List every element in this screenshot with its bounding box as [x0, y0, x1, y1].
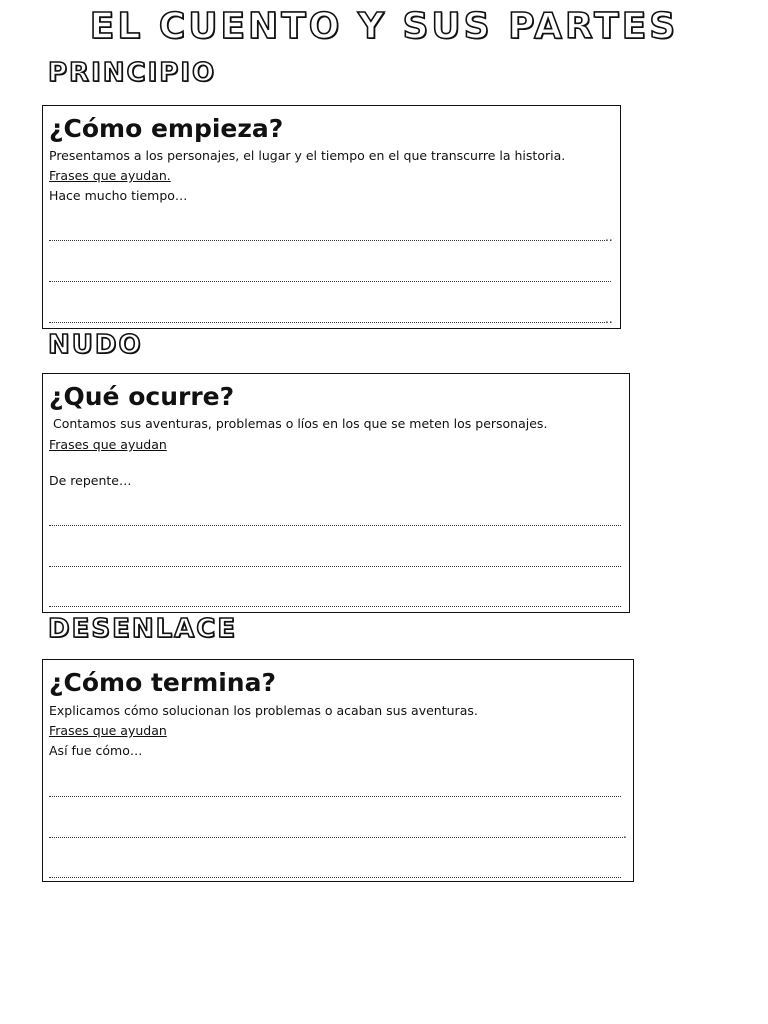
writing-line[interactable] — [49, 606, 621, 607]
phrases-label: Frases que ayudan — [49, 437, 167, 452]
phrase-starter: De repente… — [49, 473, 132, 488]
phrase-starter: Así fue cómo… — [49, 743, 143, 758]
section-heading-desenlace: DESENLACE — [48, 614, 238, 644]
line-end-mark: .. — [605, 312, 613, 326]
section-box-nudo — [42, 373, 630, 613]
section-question: ¿Qué ocurre? — [49, 382, 235, 411]
writing-line[interactable] — [49, 281, 611, 282]
phrases-label: Frases que ayudan — [49, 723, 167, 738]
line-end-mark: .. — [605, 230, 613, 244]
section-heading-nudo: NUDO — [48, 330, 143, 360]
writing-line[interactable] — [49, 796, 621, 797]
writing-line[interactable] — [49, 837, 623, 838]
worksheet-title: EL CUENTO Y SUS PARTES — [89, 6, 679, 47]
phrases-label: Frases que ayudan. — [49, 168, 171, 183]
section-box-principio — [42, 105, 621, 329]
section-box-desenlace — [42, 659, 634, 882]
writing-line[interactable] — [49, 877, 621, 878]
writing-line[interactable] — [49, 240, 605, 241]
writing-line[interactable] — [49, 322, 605, 323]
section-question: ¿Cómo empieza? — [49, 114, 284, 143]
phrase-starter: Hace mucho tiempo… — [49, 188, 188, 203]
line-end-mark: . — [623, 827, 627, 841]
writing-line[interactable] — [49, 566, 621, 567]
writing-line[interactable] — [49, 525, 621, 526]
section-question: ¿Cómo termina? — [49, 668, 276, 697]
section-heading-principio: PRINCIPIO — [48, 58, 217, 88]
section-description: Explicamos cómo solucionan los problemas o acaban sus aventuras. — [49, 703, 478, 718]
section-description: Contamos sus aventuras, problemas o líos en los que se meten los personajes. — [53, 416, 548, 431]
section-description: Presentamos a los personajes, el lugar y el tiempo en el que transcurre la historia. — [49, 148, 566, 163]
